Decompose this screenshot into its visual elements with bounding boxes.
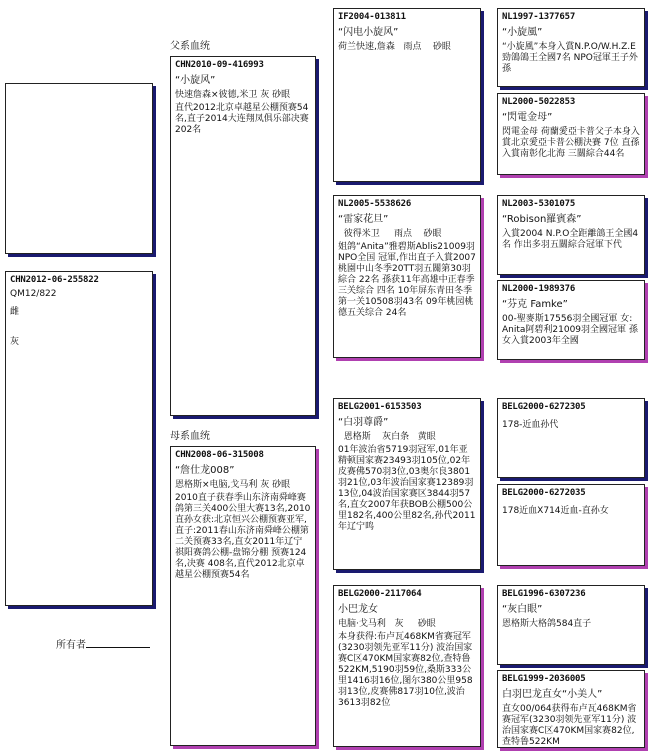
sd-card [333, 195, 481, 358]
sds-reg: NL2003-5301075 [502, 199, 576, 209]
ddd-desc: 直女00/064获得布卢瓦468KM省赛冠军(3230羽领先亚军11分) 波治国家赛C区470KM国家赛82位,查特鲁522KM [502, 704, 637, 747]
ss-name: “闪电小旋风” [338, 27, 399, 38]
dss-desc: 178-近血孙代 [502, 420, 559, 430]
sire-name: “小旋风” [175, 75, 216, 86]
dd-info: 电脑·戈马利 灰 砂眼 [338, 619, 436, 629]
dam-info: 恩格斯×电脑,戈马利 灰 砂眼 [175, 480, 291, 490]
ddd-name: 白羽巴龙直女“小美人” [502, 689, 603, 700]
dds-card [497, 585, 645, 665]
sd-desc: 姐鸽“Anita”雅碧斯Ablis21009羽NPO全国 冠軍,作出直子入賞2007桃園中山冬季20TT羽五關第30羽綜合 22名 孫获11年高雄中正春季三关综合 四名 10年屏东青田冬季第一关10508羽43名 09年桃园桃德五关综合 24名 [338, 242, 476, 318]
ds-name: “白羽尊爵” [338, 417, 389, 428]
dds-name: “灰白眼” [502, 604, 543, 615]
sd-name: “雷家花旦” [338, 214, 389, 225]
dd-name: 小巴龙女 [338, 604, 378, 615]
ds-card [333, 398, 481, 570]
sdd-name: “芬克 Famke” [502, 299, 568, 310]
dd-desc: 本身获得:布卢瓦468KM省赛冠军(3230羽领先亚军11分) 波治国家赛C区470KM国家赛82位,查特鲁522KM,5190羽59位,桑斯333公里1416羽16位,图尔380公里958羽13位,皮赛佛817羽10位,波治3613羽82位 [338, 632, 473, 708]
dsd-reg: BELG2000-6272035 [502, 488, 586, 498]
subject-sex: 雌 [10, 307, 20, 317]
ss-info: 荷兰快速,詹森 雨点 砂眼 [338, 42, 451, 52]
dam-card [170, 446, 316, 746]
dds-desc: 恩格斯大格鸽584直子 [502, 619, 592, 629]
sire-info: 快速詹森×彼德,米卫 灰 砂眼 [175, 90, 291, 100]
dam-name: “詹仕龙008” [175, 465, 235, 476]
sss-name: “小旋風” [502, 27, 543, 38]
ssd-name: “閃電金母” [502, 112, 553, 123]
sds-name: “Robison羅賓森” [502, 214, 582, 225]
dam-reg: CHN2008-06-315008 [175, 450, 264, 460]
sss-card [497, 8, 645, 87]
subject-reg: CHN2012-06-255822 [10, 275, 99, 285]
sd-reg: NL2005-5538626 [338, 199, 412, 209]
sds-desc: 入賞2004 N.P.O全距離鴿王全國4名 作出多羽五關綜合冠軍下代 [502, 229, 639, 250]
sd-info: 彼得米卫 雨点 砂眼 [338, 229, 442, 239]
sdd-desc: 00-聖麥斯17556羽全國冠軍 女: Anita阿碧利21009羽全國冠軍 孫女入賞2003年全國 [502, 314, 638, 346]
dd-reg: BELG2000-2117064 [338, 589, 422, 599]
ssd-desc: 閃電金母 荷蘭愛亞卡普父子本身入賞北京愛亞卡普公棚決賽 7位 直孫入賞南彰化北海 三關綜合44名 [502, 127, 640, 159]
dd-card [333, 585, 481, 747]
dsd-card [497, 484, 645, 566]
sdd-card [497, 280, 645, 360]
sire-card [170, 56, 316, 416]
dss-reg: BELG2000-6272305 [502, 402, 586, 412]
ds-reg: BELG2001-6153503 [338, 402, 422, 412]
dam-line-label: 母系血统 [170, 431, 210, 442]
dds-reg: BELG1996-6307236 [502, 589, 586, 599]
photo-box [5, 83, 153, 254]
ds-info: 恩格斯 灰白条 黄眼 [338, 432, 436, 442]
ds-desc: 01年波治省5719羽冠军,01年亚精顿国家赛23493羽105位,02年皮赛佛570羽3位,03奥尔良3801羽21位,03年波治国家赛12389羽13位,04波治国家赛区3844羽57名,直女2007年获BOB公棚500公里182名,400公里82名,孙代2011年辽宁鸣 [338, 445, 476, 532]
sds-card [497, 195, 645, 275]
dss-card [497, 398, 645, 478]
ss-reg: IF2004-013811 [338, 12, 406, 22]
sdd-reg: NL2000-1989376 [502, 284, 576, 294]
sire-line-label: 父系血统 [170, 41, 210, 52]
sss-reg: NL1997-1377657 [502, 12, 576, 22]
sire-desc: 直代2012北京卓越星公棚预赛54名,直子2014大连翔凤俱乐部决赛202名 [175, 103, 309, 135]
owner-underline [86, 637, 150, 648]
subject-card [5, 271, 153, 606]
subject-ring: QM12/822 [10, 289, 57, 299]
sire-reg: CHN2010-09-416993 [175, 60, 264, 70]
sss-desc: “小旋風”本身入賞N.P.O/W.H.Z.E勁鴿鴿王全國7名 NPO冠軍王子外孫 [502, 42, 638, 74]
ss-card [333, 8, 481, 182]
ssd-card [497, 93, 645, 175]
subject-color: 灰 [10, 337, 20, 347]
dsd-desc: 178近血X714近血-直孙女 [502, 506, 609, 516]
owner-label: 所有者 [56, 640, 86, 651]
dam-desc: 2010直子获春季山东济南舜峰赛鸽第三关400公里大赛13名,2010直孙女获:北京恒兴公棚预赛亚军,直子:2011春山东济南舜峰公棚第二关预赛33名,直女2011年辽宁祺阳赛鸽公棚-盘锦分棚 预赛124名,决赛 408名,直代2012北京卓越星公棚预赛54名 [175, 493, 311, 580]
owner-field [56, 637, 150, 652]
ssd-reg: NL2000-5022853 [502, 97, 576, 107]
ddd-reg: BELG1999-2036005 [502, 674, 586, 684]
ddd-card [497, 670, 645, 748]
